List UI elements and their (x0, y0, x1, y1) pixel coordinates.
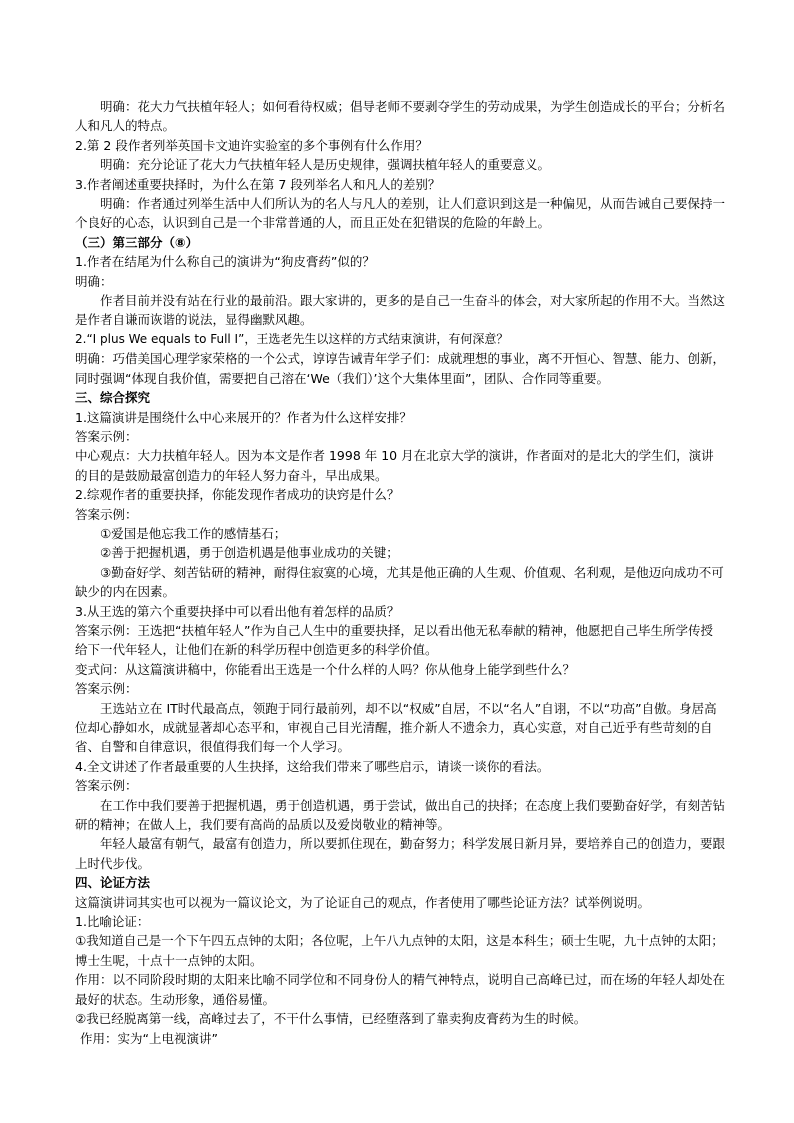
text-line: ②善于把握机遇，勇于创造机遇是他事业成功的关键； (100, 545, 399, 561)
text-line: 4.全文讲述了作者最重要的人生抉择，这给我们带来了哪些启示，请谈一谈你的看法。 (75, 758, 550, 774)
text-line: 中心观点：大力扶植年轻人。因为本文是作者 1998 年 10 月在北京大学的演讲，作者面对的是北大的学生们，演讲的目的是鼓励最富创造力的年轻人努力奋斗，早出成果。 (75, 448, 714, 483)
text-line: ②我已经脱离第一线，高峰过去了，不干什么事情，已经堕落到了靠卖狗皮膏药为生的时候。 (75, 1011, 587, 1027)
text-line: 2.综观作者的重要抉择，你能发现作者成功的诀窍是什么？ (75, 487, 400, 503)
text-line: 年轻人最富有朝气，最富有创造力，所以要抓住现在，勤奋努力；科学发展日新月异，要培养自己的创造力，要跟上时代步伐。 (75, 836, 726, 871)
text-line: 明确：作者通过列举生活中人们所认为的名人与凡人的差别，让人们意识到这是一种偏见，从而告诫自己要保持一个良好的心态，认识到自己是一个非常普通的人，而且正处在犯错误的危险的年龄上。 (75, 196, 726, 231)
text-line: 明确：巧借美国心理学家荣格的一个公式，谆谆告诫青年学子们：成就理想的事业，离不开恒心、智慧、能力、创新，同时强调“体现自我价值，需要把自己溶在‘We（我们）’这个大集体里面”，团队、合作同等重要。 (75, 351, 726, 386)
text-line: ③勤奋好学、刻苦钻研的精神，耐得住寂寞的心境，尤其是他正确的人生观、价值观、名利观，是他迈向成功不可缺少的内在因素。 (75, 564, 724, 600)
document-body (75, 97, 725, 1048)
text-line: 1.比喻论证： (75, 914, 150, 930)
text-line: 三、综合探究 (75, 390, 151, 406)
text-line: 答案示例：王选把“扶植年轻人”作为自己人生中的重要抉择，足以看出他无私奉献的精神，他愿把自己毕生所学传授给下一代年轻人，让他们在新的科学历程中创造更多的科学价值。 (75, 622, 713, 658)
text-line: ①我知道自己是一个下午四五点钟的太阳；各位呢，上午八九点钟的太阳，这是本科生；硕士生呢，九十点钟的太阳；博士生呢，十点十一点钟的太阳。 (75, 933, 724, 968)
text-line: 2.“I plus We equals to Full I”，王选老先生以这样的方式结束演讲，有何深意？ (75, 331, 509, 346)
text-line: 明确：充分论证了花大力气扶植年轻人是历史规律，强调扶植年轻人的重要意义。 (100, 157, 551, 173)
text-line: 明确： (75, 273, 113, 289)
text-line: ①爱国是他忘我工作的感情基石； (100, 525, 287, 541)
text-line: 明确：花大力气扶植年轻人；如何看待权威；倡导老师不要剥夺学生的劳动成果，为学生创造成长的平台；分析名人和凡人的特点。 (75, 99, 726, 134)
text-line: 3.作者阐述重要抉择时，为什么在第 7 段列举名人和凡人的差别？ (75, 176, 441, 192)
text-line: 四、论证方法 (75, 875, 151, 891)
text-line: 作用：以不同阶段时期的太阳来比喻不同学位和不同身份人的精气神特点，说明自己高峰已过，而在场的年轻人却处在最好的状态。生动形象，通俗易懂。 (75, 972, 726, 1007)
text-line: （三）第三部分（⑧） (75, 234, 199, 250)
text-line: 变式问：从这篇演讲稿中，你能看出王选是一个什么样的人吗？你从他身上能学到些什么？ (75, 661, 576, 677)
text-line: 王选站立在 IT时代最高点，领跑于同行最前列，却不以“权威”自居，不以“名人”自诩，不以“功高”自傲。身居高位却心静如水，成就显著却心态平和，审视自己目光清醒，推介新人不遗余力，真心实意，对自己近乎有些苛刻的自省、自警和自律意识，很值得我们每一个人学习。 (75, 700, 717, 755)
text-line: 作者目前并没有站在行业的最前沿。跟大家讲的，更多的是自己一生奋斗的体会，对大家所起的作用不大。当然这是作者自谦而诙谐的说法，显得幽默风趣。 (75, 293, 726, 328)
text-line: 1.这篇演讲是围绕什么中心来展开的？作者为什么这样安排？ (75, 409, 412, 425)
text-line: 在工作中我们要善于把握机遇，勇于创造机遇，勇于尝试，做出自己的抉择；在态度上我们要勤奋好学，有刻苦钻研的精神；在做人上，我们要有高尚的品质以及爱岗敬业的精神等。 (75, 797, 726, 833)
text-line: 答案示例： (75, 506, 138, 522)
text-line: 3.从王选的第六个重要抉择中可以看出他有着怎样的品质？ (75, 603, 400, 619)
text-line: 2.第 2 段作者列举英国卡文迪许实验室的多个事例有什么作用？ (75, 137, 428, 153)
text-line: 作用：实为“上电视演讲” (80, 1030, 218, 1046)
text-line: 1.作者在结尾为什么称自己的演讲为“狗皮膏药”似的？ (75, 254, 375, 270)
text-line: 答案示例： (75, 778, 138, 794)
text-line: 这篇演讲词其实也可以视为一篇议论文，为了论证自己的观点，作者使用了哪些论证方法？试举例说明。 (75, 894, 651, 910)
text-line: 答案示例： (75, 681, 138, 697)
text-line: 答案示例： (75, 428, 138, 444)
